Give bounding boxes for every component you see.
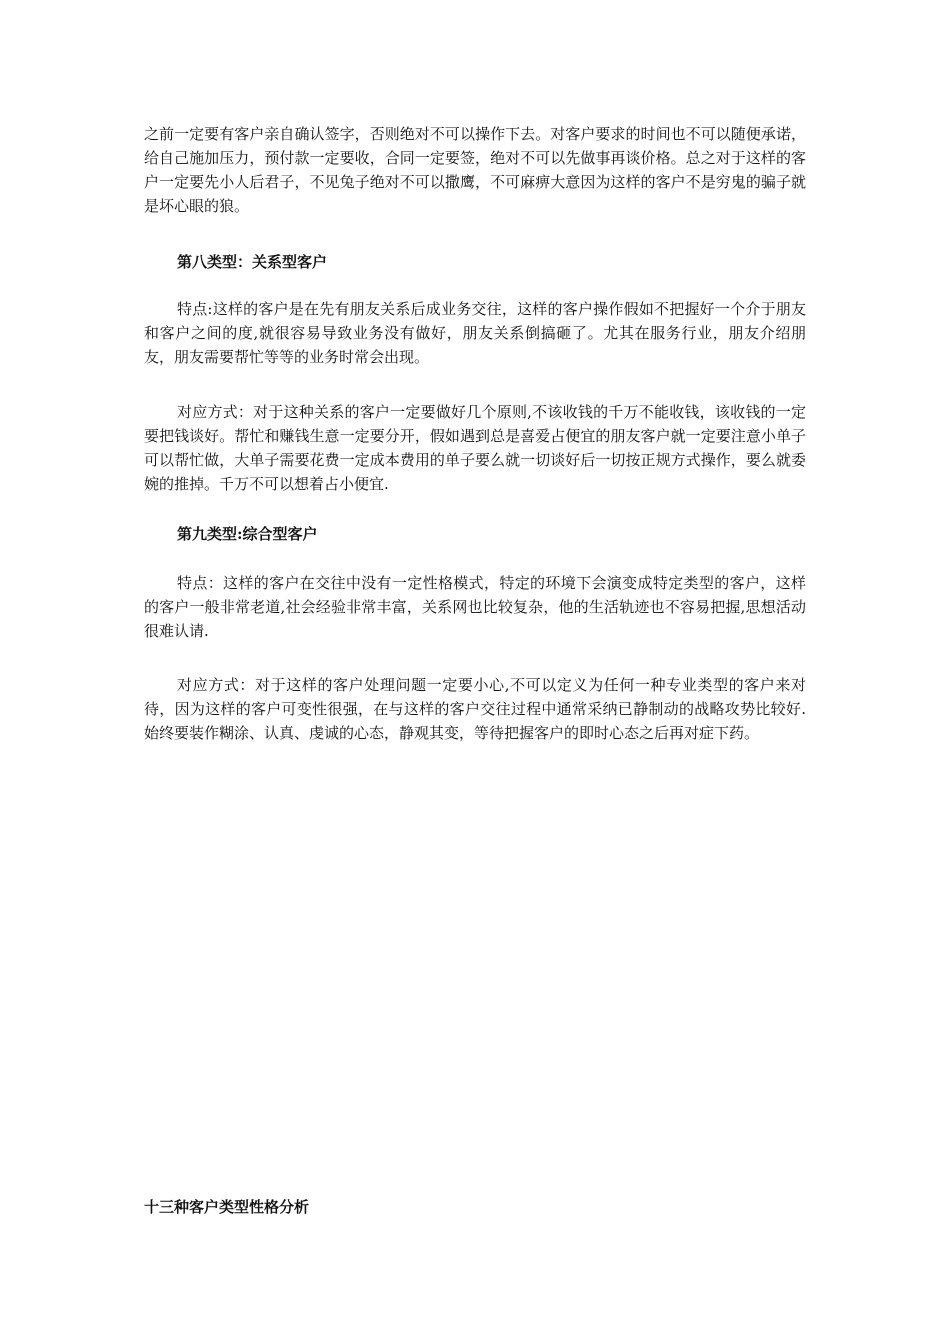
section-9-approach-paragraph: 对应方式：对于这样的客户处理问题一定要小心,不可以定义为任何一种专业类型的客户来对待，因为这样的客户可变性很强，在与这样的客户交往过程中通常采纳已静制动的战略攻势比较好.始终要装作糊涂、认真、虔诚的心态，静观其变，等待把握客户的即时心态之后再对症下药。 xyxy=(144,676,806,742)
section-8-traits-paragraph: 特点:这样的客户是在先有朋友关系后成业务交往，这样的客户操作假如不把握好一个介于朋友和客户之间的度,就很容易导致业务没有做好，朋友关系倒搞砸了。尤其在服务行业，朋友介绍朋友，朋友需要帮忙等等的业务时常会出现。 xyxy=(144,300,806,366)
section-8-approach-paragraph: 对应方式：对于这种关系的客户一定要做好几个原则,不该收钱的千万不能收钱，该收钱的一定要把钱谈好。帮忙和赚钱生意一定要分开，假如遇到总是喜爱占便宜的朋友客户就一定要注意小单子可以帮忙做，大单子需要花费一定成本费用的单子要么就一切谈好后一切按正规方式操作，要么就委婉的推掉。千万不可以想着占小便宜. xyxy=(144,403,806,493)
section-8-heading: 第八类型：关系型客户 xyxy=(177,253,328,271)
section-9-traits-paragraph: 特点：这样的客户在交往中没有一定性格模式，特定的环境下会演变成特定类型的客户，这样的客户一般非常老道,社会经验非常丰富，关系网也比较复杂，他的生活轨迹也不容易把握,思想活动很难认请. xyxy=(144,574,806,640)
intro-paragraph: 之前一定要有客户亲自确认签字，否则绝对不可以操作下去。对客户要求的时间也不可以随便承诺，给自己施加压力，预付款一定要收，合同一定要签，绝对不可以先做事再谈价格。总之对于这样的客户一定要先小人后君子，不见兔子绝对不可以撒鹰，不可麻痹大意因为这样的客户不是穷鬼的骗子就是坏心眼的狼。 xyxy=(144,125,806,215)
next-section-title: 十三种客户类型性格分析 xyxy=(144,1198,310,1216)
section-9-heading: 第九类型:综合型客户 xyxy=(177,525,318,543)
